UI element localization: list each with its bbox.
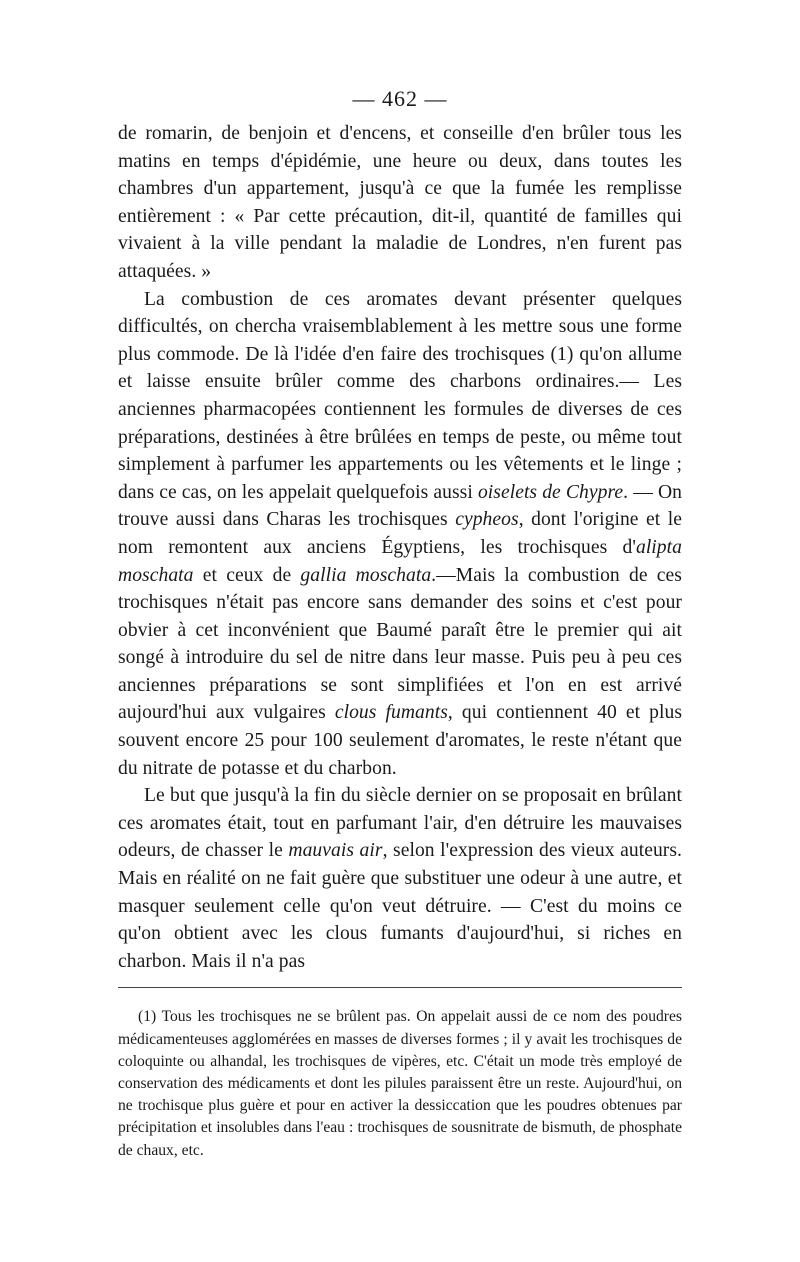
main-text <box>118 120 682 975</box>
paragraph-2-italic-4: gallia moschata <box>300 564 432 586</box>
paragraph-2-text-5: .—Mais la combustion de ces trochisques n'était pas encore sans demander des soins et c'est pour obvier à cet inconvénient que Baumé paraît être le premier qui ait songé à introduire du sel de nitre dans leur masse. Puis peu à peu ces anciennes préparations se sont simplifiées et l'on en est arrivé aujourd'hui aux vulgaires <box>118 564 682 724</box>
paragraph-2-text-6: , qui contiennent 40 et plus souvent encore 25 pour 100 seulement d'aromates, le reste n'étant que du nitrate de potasse et du charbon. <box>118 702 682 779</box>
paragraph-2-text-2: . — On trouve aussi dans Charas les trochisques <box>118 481 682 531</box>
book-page <box>118 84 682 1162</box>
paragraph-2 <box>118 286 682 783</box>
footnote <box>118 1006 682 1161</box>
paragraph-2-italic-1: oiselets de Chypre <box>477 481 624 503</box>
paragraph-2-text-4: et ceux de <box>193 564 301 586</box>
paragraph-3 <box>118 782 682 975</box>
paragraph-2-text-3: , dont l'origine et le nom remontent aux anciens Égyptiens, les trochisques d' <box>118 509 682 558</box>
paragraph-2-text-1: La combustion de ces aromates devant présenter quelques difficultés, on chercha vraisemblablement à les mettre sous une forme plus commode. De là l'idée d'en faire des trochisques (1) qu'on allume et laisse ensuite brûler comme des charbons ordinaires.— Les anciennes pharmacopées contiennent les formules de diverses de ces préparations, destinées à être brûlées en temps de peste, ou même tout simplement à parfumer les appartements ou les vêtements et le linge ; dans ce cas, on les appelait quelquefois aussi <box>118 288 682 503</box>
paragraph-2-italic-5: clous fumants <box>334 702 448 724</box>
paragraph-2-italic-3: alipta moschata <box>118 536 682 586</box>
paragraph-1: de romarin, de benjoin et d'encens, et conseille d'en brûler tous les matins en temps d'épidémie, une heure ou deux, dans toutes les chambres d'un appartement, jusqu'à ce que la fumée les remplisse entièrement : « Par cette précaution, dit-il, quantité de familles qui vivaient à la ville pendant la maladie de Londres, n'en furent pas attaquées. » <box>118 123 682 282</box>
page-number: — 462 — <box>352 86 448 111</box>
footnote-text: (1) Tous les trochisques ne se brûlent pas. On appelait aussi de ce nom des poudres médicamenteuses agglomérées en masses de diverses formes ; il y avait les trochisques de coloquinte ou alhandal, les trochisques de vipères, etc. C'était un mode très employé de conservation des médicaments et dont les pilules paraissent être un reste. Aujourd'hui, on ne trochisque plus guère et pour en activer la dessiccation que les poudres obtenues par précipitation et insolubles dans l'eau : trochisques de sousnitrate de bismuth, de phosphate de chaux, etc. <box>118 1008 682 1159</box>
paragraph-3-text-2: , selon l'expression des vieux auteurs. Mais en réalité on ne fait guère que substituer une odeur à une autre, et masquer seulement celle qu'on veut détruire. — C'est du moins ce qu'on obtient avec les clous fumants d'aujourd'hui, si riches en charbon. Mais il n'a pas <box>118 840 683 972</box>
paragraph-3-italic-1: mauvais air <box>288 840 383 862</box>
paragraph-2-italic-2: cypheos <box>455 509 519 531</box>
footnote-divider <box>118 987 682 988</box>
paragraph-3-text-1: Le but que jusqu'à la fin du siècle dernier on se proposait en brûlant ces aromates était, tout en parfumant l'air, d'en détruire les mauvaises odeurs, de chasser le <box>118 785 682 862</box>
